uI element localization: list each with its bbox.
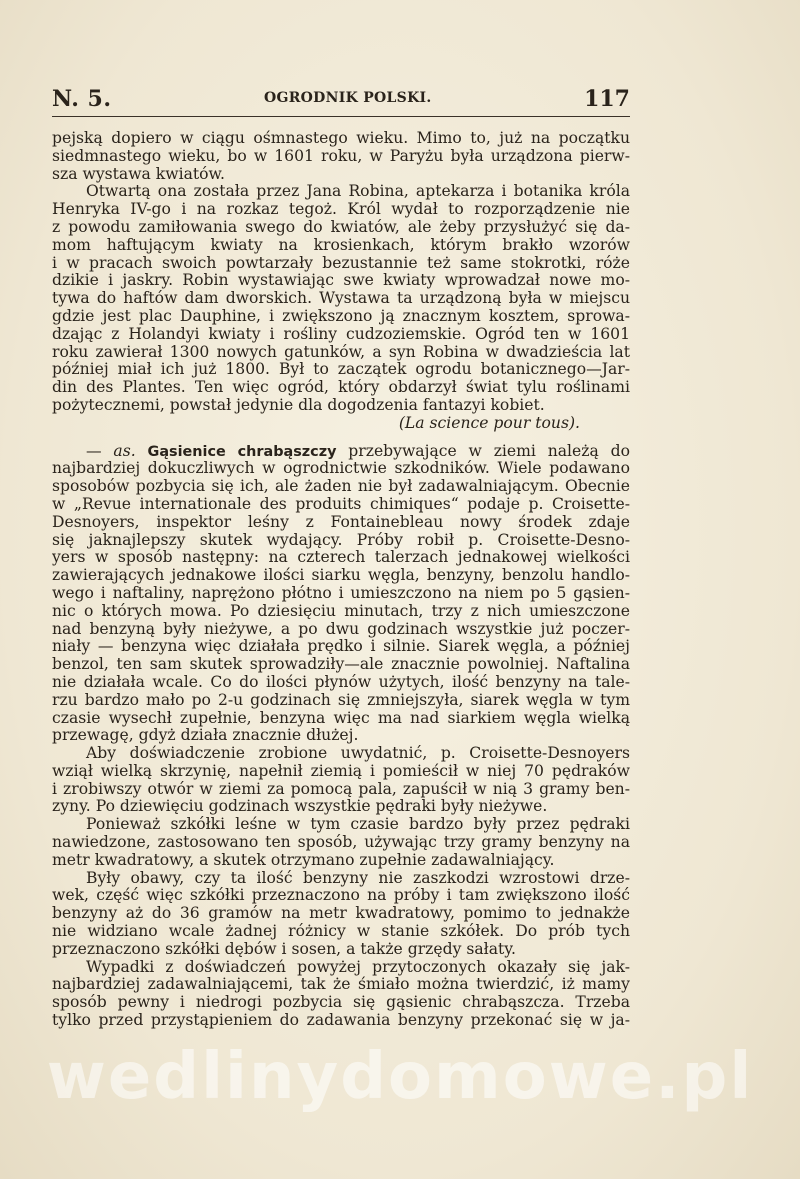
- watermark: wedlinydomowe.pl: [46, 1040, 754, 1114]
- text-line: nawiedzone, zastosowano ten sposób, używając trzy gramy benzyny na: [52, 834, 630, 852]
- text-line: Otwartą ona została przez Jana Robina, aptekarza i botanika króla: [86, 183, 630, 201]
- text-line: metr kwadratowy, a skutek otrzymano zupełnie zadawalniający.: [52, 851, 555, 869]
- text-line: wek, część więc szkółki przeznaczono na próby i tam zwiększono ilość: [52, 887, 630, 905]
- text-line: dzając z Holandyi kwiaty i rośliny cudzoziemskie. Ogród ten w 1601: [52, 325, 630, 343]
- text-line: w „Revue internationale des produits chimiques“ podaje p. Croisette-: [52, 495, 630, 513]
- article-body: [52, 130, 630, 1030]
- text-line: zyny. Po dziewięciu godzinach wszystkie pędraki były nieżywe.: [52, 798, 548, 816]
- text-line: najbardziej zadawalniającemi, tak że śmiało można twierdzić, iż mamy: [52, 976, 630, 994]
- text-line: Henryka IV-go i na rozkaz tegoż. Król wydał to rozporządzenie nie: [52, 201, 630, 219]
- text-line: benzyny aż do 36 gramów na metr kwadratowy, pomimo to jednakże: [52, 905, 630, 923]
- heading-rest: przebywające w ziemi należą do: [336, 442, 630, 460]
- issue-number: N. 5.: [52, 86, 112, 112]
- text-line: sza wystawa kwiatów.: [52, 165, 225, 183]
- text-line: przewagę, gdyż działa znacznie dłużej.: [52, 727, 359, 745]
- text-line: gdzie jest plac Dauphine, i zwiększono ją znacznym kosztem, sprowa-: [52, 307, 630, 325]
- text-line: Wypadki z doświadczeń powyżej przytoczonych okazały się jak-: [86, 958, 630, 976]
- text-line: pożytecznemi, powstał jedynie dla dogodzenia fantazyi kobiet.: [52, 396, 545, 414]
- text-line: pejską dopiero w ciągu ośmnastego wieku. Mimo to, już na początku: [52, 130, 630, 147]
- heading-dash: —: [86, 442, 102, 460]
- author-initials: as.: [113, 442, 136, 460]
- text-line: roku zawierał 1300 nowych gatunków, a syn Robina w dwadzieścia lat: [52, 343, 630, 361]
- journal-title: OGRODNIK POLSKI.: [264, 90, 432, 106]
- text-line: siedmnastego wieku, bo w 1601 roku, w Paryżu była urządzona pierw-: [52, 147, 630, 165]
- text-line: i zrobiwszy otwór w ziemi za pomocą pala, zapuścił w nią 3 gramy ben-: [52, 780, 630, 798]
- text-line: yers w sposób następny: na czterech talerzach jednakowej wielkości: [52, 549, 630, 567]
- text-line: nie widziano wcale żadnej różnicy w stanie szkółek. Do prób tych: [52, 923, 630, 941]
- text-line: sposobów pozbycia się ich, ale żaden nie był zadawalniającym. Obecnie: [52, 478, 630, 496]
- text-line: najbardziej dokuczliwych w ogrodnictwie szkodników. Wiele podawano: [52, 460, 630, 478]
- text-line: tylko przed przystąpieniem do zadawania benzyny przekonać się w ja-: [52, 1012, 630, 1030]
- text-line: benzol, ten sam skutek sprowadziły—ale znacznie powolniej. Naftalina: [52, 656, 630, 674]
- text-line: Były obawy, czy ta ilość benzyny nie zaszkodzi wzrostowi drze-: [86, 869, 630, 887]
- text-line: wego i naftaliny, naprężono płótno i umieszczono na niem po 5 gąsien-: [52, 584, 630, 602]
- section-heading: Gąsienice chrabąszczy: [147, 443, 337, 460]
- text-line: zawierających jednakowe ilości siarku węgla, benzyny, benzolu handlo-: [52, 567, 630, 585]
- text-line: czasie wysechł zupełnie, benzyna więc ma nad siarkiem węgla wielką: [52, 709, 630, 727]
- text-line: się jaknajlepszy skutek wydający. Próby robił p. Croisette-Desno-: [52, 531, 630, 549]
- section-gap: [52, 433, 630, 443]
- text-line: wziął wielką skrzynię, napełnił ziemią i pomieścił w niej 70 pędraków: [52, 762, 630, 780]
- header-rule: [52, 116, 630, 117]
- text-line: przeznaczono szkółki dębów i sosen, a także grzędy sałaty.: [52, 940, 516, 958]
- text-line: din des Plantes. Ten więc ogród, który obdarzył świat tylu roślinami: [52, 379, 630, 397]
- text-line: Desnoyers, inspektor leśny z Fontainebleau nowy środek zdaje: [52, 513, 630, 531]
- page-header: [52, 86, 630, 116]
- text-line: Ponieważ szkółki leśne w tym czasie bardzo były przez pędraki: [86, 816, 630, 834]
- text-line: i w pracach swoich powtarzały bezustannie też same stokrotki, róże: [52, 254, 630, 272]
- text-line: niały — benzyna więc działała prędko i silnie. Siarek węgla, a później: [52, 638, 630, 656]
- text-line: nie działała wcale. Co do ilości płynów użytych, ilość benzyny na tale-: [52, 673, 630, 691]
- section-heading-line: [52, 443, 630, 461]
- text-line: tywa do haftów dam dworskich. Wystawa ta urządzoną była w miejscu: [52, 290, 630, 308]
- text-line: z powodu zamiłowania swego do kwiatów, ale żeby przysłużyć się da-: [52, 218, 630, 236]
- page-number: 117: [584, 86, 630, 112]
- text-line: później miał ich już 1800. Był to zaczątek ogrodu botanicznego—Jar-: [52, 361, 630, 379]
- text-line: Aby doświadczenie zrobione uwydatnić, p. Croisette-Desnoyers: [86, 745, 630, 763]
- text-line: mom haftującym kwiaty na krosienkach, którym brakło wzorów: [52, 236, 630, 254]
- text-line: rzu bardzo mało po 2-u godzinach się zmniejszyła, siarek węgla w tym: [52, 691, 630, 709]
- text-line: sposób pewny i niedrogi pozbycia się gąsienic chrabąszcza. Trzeba: [52, 994, 630, 1012]
- source-citation: (La science pour tous).: [398, 414, 580, 432]
- text-line: nad benzyną były nieżywe, a po dwu godzinach wszystkie już poczer-: [52, 620, 630, 638]
- text-line: nic o których mowa. Po dziesięciu minutach, trzy z nich umieszczone: [52, 602, 630, 620]
- text-line: dzikie i jaskry. Robin wystawiając swe kwiaty wprowadzał nowe mo-: [52, 272, 630, 290]
